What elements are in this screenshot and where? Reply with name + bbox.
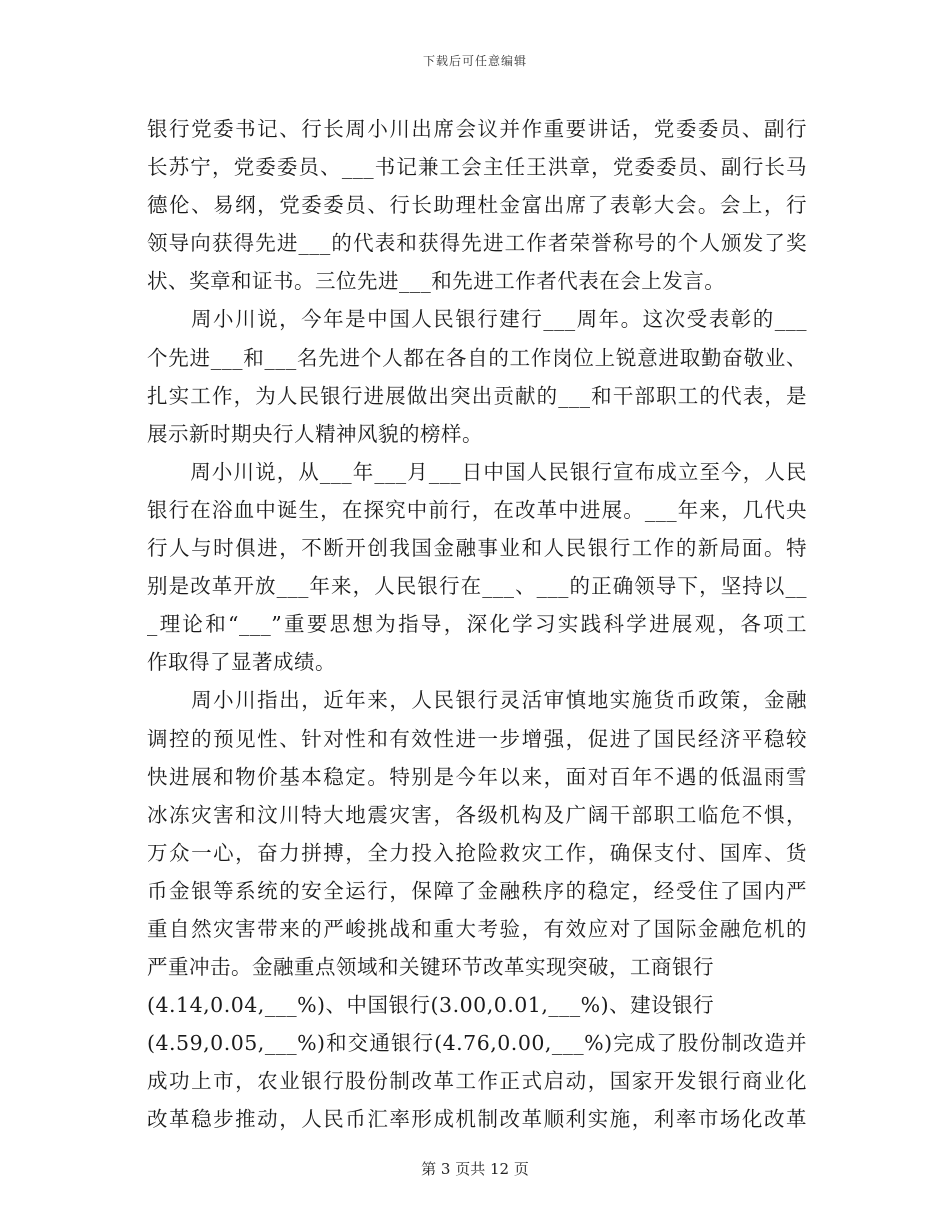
text-line: 成功上市，农业银行股份制改革工作正式启动，国家开发银行商业化 [147, 1069, 807, 1094]
text-line: 领导向获得先进___的代表和获得先进工作者荣誉称号的个人颁发了奖 [147, 231, 807, 256]
page-footer: 第 3 页共 12 页 [421, 1160, 529, 1178]
text-line: 快进展和物价基本稳定。特别是今年以来，面对百年不遇的低温雨雪 [147, 764, 807, 789]
text-line: 扎实工作，为人民银行进展做出突出贡献的___和干部职工的代表，是 [147, 383, 807, 408]
text-line: 严重冲击。金融重点领域和关键环节改革实现突破，工商银行 [147, 955, 714, 980]
text-line: 周小川说，从___年___月___日中国人民银行宣布成立至今，人民 [147, 459, 807, 484]
text-line: 状、奖章和证书。三位先进___和先进工作者代表在会上发言。 [147, 269, 726, 294]
text-line: _理论和“___”重要思想为指导，深化学习实践科学进展观，各项工 [147, 612, 807, 637]
text-line: 银行在浴血中诞生，在探究中前行，在改革中进展。___年来，几代央 [147, 497, 807, 522]
text-line: 行人与时俱进，不断开创我国金融事业和人民银行工作的新局面。特 [147, 536, 807, 561]
text-line: 长苏宁，党委委员、___书记兼工会主任王洪章，党委委员、副行长马 [147, 155, 807, 180]
text-line: 别是改革开放___年来，人民银行在___、___的正确领导下，坚持以__ [147, 574, 807, 599]
text-line: 周小川说，今年是中国人民银行建行___周年。这次受表彰的___ [147, 307, 807, 332]
text-line: 个先进___和___名先进个人都在各自的工作岗位上锐意进取勤奋敬业、 [147, 345, 807, 370]
text-line: (4.59,0.05,___%)和交通银行(4.76,0.00,___%)完成了股份制改造并 [147, 1031, 807, 1056]
text-line: 作取得了显著成绩。 [147, 650, 336, 675]
text-line: 万众一心，奋力拼搏，全力投入抢险救灾工作，确保支付、国库、货 [147, 840, 807, 865]
text-line: 改革稳步推动，人民币汇率形成机制改革顺利实施，利率市场化改革 [147, 1107, 807, 1132]
text-line: 重自然灾害带来的严峻挑战和重大考验，有效应对了国际金融危机的 [147, 916, 807, 941]
text-line: 冰冻灾害和汶川特大地震灾害，各级机构及广阔干部职工临危不惧， [147, 802, 807, 827]
text-line: 币金银等系统的安全运行，保障了金融秩序的稳定，经受住了国内严 [147, 878, 807, 903]
text-line: 银行党委书记、行长周小川出席会议并作重要讲话，党委委员、副行 [147, 117, 807, 141]
text-line: 周小川指出，近年来，人民银行灵活审慎地实施货币政策，金融 [147, 688, 807, 713]
page-header: 下载后可任意编辑 [422, 54, 527, 68]
text-line: (4.14,0.04,___%)、中国银行(3.00,0.01,___%)、建设银行 [147, 993, 715, 1018]
text-line: 展示新时期央行人精神风貌的榜样。 [147, 421, 483, 446]
document-body [147, 110, 807, 1139]
text-line: 调控的预见性、针对性和有效性进一步增强，促进了国民经济平稳较 [147, 726, 807, 751]
text-line: 德伦、易纲，党委委员、行长助理杜金富出席了表彰大会。会上，行 [147, 193, 807, 218]
